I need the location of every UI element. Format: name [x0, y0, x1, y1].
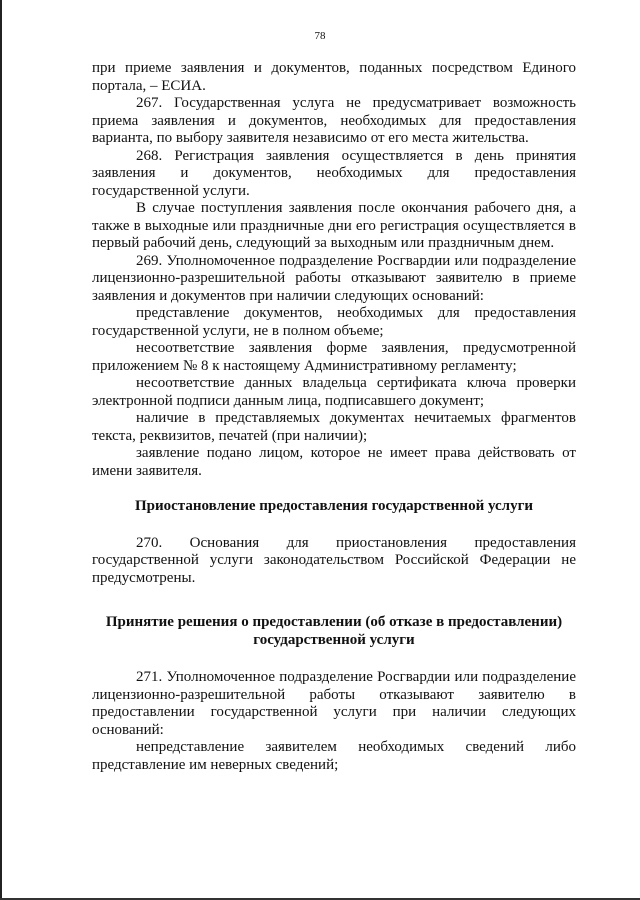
- list-item-certificate-mismatch: несоответствие данных владельца сертификата ключа проверки электронной подписи данным лица, подписавшего документ;: [92, 375, 576, 409]
- section-heading-decision-line1: Принятие решения о предоставлении (об отказе в предоставлении): [105, 614, 563, 630]
- list-item-no-authority: заявление подано лицом, которое не имеет права действовать от имени заявителя.: [92, 445, 576, 479]
- section-heading-suspension: Приостановление предоставления государственной услуги: [134, 498, 534, 514]
- list-item-unreadable-fragments: наличие в представляемых документах нечитаемых фрагментов текста, реквизитов, печатей (при наличии);: [92, 410, 576, 444]
- paragraph-268: 268. Регистрация заявления осуществляется в день принятия заявления и документов, необходимых для предоставления государственной услуги.: [92, 147, 576, 199]
- paragraph-270: 270. Основания для приостановления предоставления государственной услуги законодательством Российской Федерации не предусмотрены.: [92, 534, 576, 586]
- paragraph-continuation: при приеме заявления и документов, поданных посредством Единого портала, – ЕСИА.: [92, 60, 576, 94]
- list-item-missing-information: непредставление заявителем необходимых сведений либо представление им неверных сведений;: [92, 739, 576, 773]
- paragraph-registration-after-hours: В случае поступления заявления после окончания рабочего дня, а также в выходные или праздничные дни его регистрация осуществляется в первый рабочий день, следующий за выходным или праздничным днем.: [92, 200, 576, 251]
- scan-edge-left: [0, 0, 2, 900]
- paragraph-271: 271. Уполномоченное подразделение Росгвардии или подразделение лицензионно-разрешительной работы отказывают заявителю в предоставлении государственной услуги при наличии следующих оснований:: [92, 669, 576, 738]
- spacer: [92, 516, 576, 535]
- paragraph-267: 267. Государственная услуга не предусматривает возможность приема заявления и документов, необходимых для предоставления варианта, по выбору заявителя независимо от его места жительства.: [92, 95, 576, 146]
- spacer: [92, 649, 576, 669]
- list-item-incomplete-documents: представление документов, необходимых для предоставления государственной услуги, не в полном объеме;: [92, 305, 576, 339]
- document-body: [92, 60, 576, 774]
- page-number: 78: [314, 30, 326, 42]
- spacer: [92, 587, 576, 614]
- section-heading-decision: [92, 614, 576, 649]
- paragraph-269: 269. Уполномоченное подразделение Росгвардии или подразделение лицензионно-разрешительной работы отказывают заявителю в приеме заявления и документов при наличии следующих оснований:: [92, 252, 576, 304]
- list-item-form-mismatch: несоответствие заявления форме заявления, предусмотренной приложением № 8 к настоящему Административному регламенту;: [92, 340, 576, 374]
- spacer: [92, 480, 576, 498]
- section-heading-decision-line2: государственной услуги: [253, 631, 415, 648]
